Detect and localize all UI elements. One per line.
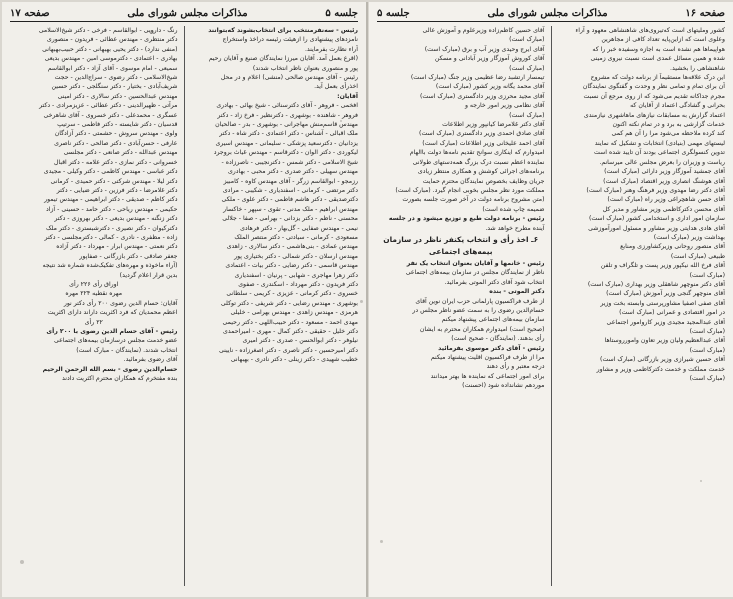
text-line: آقای مجید محرزی وزیر دادگستری (مبارک است)	[419, 92, 545, 100]
text-line: دکتر منتظری - مهندس عطائی - فریدون - منصوری	[46, 36, 178, 44]
text-line: آقای صفی اصفیا مشاورپرستی وابسته بخت وزیر	[600, 299, 725, 307]
text-line: آقای رضوی بفرمائید.	[123, 356, 178, 364]
text-line: بنده مفتخرم که همکاران محترم اکثریت دادند	[62, 375, 178, 383]
text-line: نیمی - مهندس صفایی - گل‌بهار - دکتر فرهادی	[240, 224, 358, 232]
text-line: دکتر زنگنه - مهندس بدیعی - دکتر بهروزی - دکتر	[54, 215, 178, 223]
text-line: آقای حسن شاهچراغی وزیر راه (مبارک است)	[607, 196, 725, 204]
text-line: اخذرأی بعمل آید.	[314, 83, 358, 91]
text-line: مرا از طرف فراکسیون اقلیت پیشنهاد میکنم	[430, 354, 545, 361]
text-line: (صحیح است) امیدوارم همکاران محترم به ایشان	[419, 325, 545, 333]
text-line: آقای حسین کاظم‌زاده وزیرعلوم و آموزش عالی	[422, 27, 545, 34]
text-line: رأی بدهند. (نمایندگان - صحیح است)	[451, 335, 545, 343]
left-page	[2, 2, 366, 597]
text-line: رئیس - آقای دکتر موسوی بفرمائید	[438, 344, 545, 352]
text-line: دکتر غلامرضا - دکتر فرزین - دکتر ضیایی - دکتر	[56, 186, 178, 194]
text-line: رئیس - خانمها و آقایان بعنوان انتخاب یک نفر	[406, 259, 545, 267]
text-line: (آراء ماخوذه و مهره‌های تفکیک‌شده شماره شد نتیجه	[42, 262, 178, 270]
text-line: شده و همین مسائل عمدی است نسبت نیروی زمینی	[590, 55, 725, 63]
column-divider	[551, 26, 552, 586]
text-line: اعتماد گزارش به مسابقات نیازهای ماهاشهری نیازمندی	[583, 111, 725, 119]
text-line: حسام‌الدین رضوی را به سمت عضو ناظر مجلس در	[412, 306, 545, 314]
text-line: آقای کوروش آموزگار وزیر آبادانی و مسکن	[434, 55, 545, 63]
text-line: (منفی ندارد) - دکتر یحیی بهبهانی - دکتر حبیب‌بهبهانی	[42, 45, 178, 53]
text-line: (مبارک است)	[509, 36, 545, 44]
text-line: برای امور اجتماعی که نماینده ها بهتر میدانند	[430, 372, 545, 380]
text-line: آقای منوچهر گنجی وزیر آموزش (مبارک است)	[606, 290, 725, 298]
text-line: نامزدهای پیشنهادی را ازهیئت رئیسه دراخذ واستخراج	[222, 36, 358, 44]
text-line: دکترصدیقی - دکتر هاشم فاطمی - دکتر علوی - ملکی	[221, 196, 358, 204]
text-line: مجرم جداکانه تقدیم می‌شود که از روی مرجع آن نسبت	[583, 92, 725, 100]
text-line: آقای فرخ الله نیکپور وزیر پست و تلگراف و تلفن	[600, 262, 725, 270]
text-line: بوشهری - مهندس رضایی - دکتر شریفی - دکتر توکلی	[220, 299, 358, 307]
text-line: رئیس - آقای حسام الدین رضوی با ۲۰۰ رأی	[46, 328, 178, 335]
text-line: محسنی - ناظم - دکتر یزدانی - بهرامی - صفا - جلالی	[222, 215, 358, 223]
text-line: آقای صادق احمدی وزیر دادگستری (مبارک است)	[419, 130, 545, 138]
left-page-header	[10, 8, 358, 22]
text-line: پور و منصوری بعنوان ناظر انتخاب شدند)	[252, 64, 358, 72]
text-line: ولوی - مهندس سروش - حشمتی - دکتر آزادگان	[54, 130, 178, 138]
text-line: بدین قرار اعلام گردید)	[119, 271, 178, 279]
text-line: آقایان: حسام الدین رضوی ۲۰۰ رأی دکتر نور	[63, 299, 178, 307]
text-line: خسروی - دکتر کرمانی - عزیزی - کریمی - سلطانی	[226, 290, 358, 298]
text-line: (مبارک است)	[689, 346, 725, 354]
text-line: خطیب شهیدی - دکتر زینلی - دکتر نادری - بهبهانی	[230, 356, 358, 364]
text-line: عسگری - محمدعلی - دکتر خسروی - آقای شاهرخی	[43, 111, 178, 119]
scan-speck	[20, 560, 24, 564]
text-line: طبیعی (مبارک است)	[670, 252, 725, 260]
text-line: برنامه‌های اجرائی کوشش و همکاری منتظر زیادی	[417, 168, 545, 176]
text-line: (مبارک است)	[509, 64, 545, 72]
text-line: نماینده اعظم نسبت درک بزرگ همه‌دستهای طولانی	[412, 158, 545, 166]
text-line: خسروانی - دکتر نمازی - دکتر علامه - دکتر اقبال	[53, 158, 178, 166]
scan-speck	[340, 120, 342, 122]
text-line: از طرف فراکسیون پارلمانی حزب ایران نوین آقای	[415, 297, 545, 305]
text-line: آقای جمشید آموزگار وزیر دارائی (مبارک است)	[604, 168, 725, 176]
text-line: انتخاب شدند. (نمایندگان - مبارک است)	[76, 346, 178, 354]
text-line: رزمجو - ابوالقاسم زرگر - آقای مهندس کاوه - کامبیز	[223, 177, 358, 185]
text-line: جعفر صادقی - دکتر بازرگانی - صفاپور	[79, 252, 178, 260]
text-line: حسام‌الدین رضوی - بسم الله الرحمن الرحیم	[42, 365, 178, 373]
text-line: مهندس عبدالحسین - دکتر سالاری - دکتر امینی	[57, 92, 178, 100]
text-line: ملک اقبالی - آشناس - دکتر اعتمادی - دکتر شاه - دکتر	[219, 130, 358, 138]
text-line: بهداشت وزیر (مبارک است)	[653, 233, 725, 241]
text-line: اعظم محمدیان که فرد اکثریت دار‌اند دارای اکثریت	[47, 309, 178, 317]
text-line: زاده - مظفری - نادری - کمالی - دکترمجلسی - دکتر	[44, 233, 178, 241]
text-line: شیخ الاسلامی - دکتر شمس - دکترنجیبی - ناصرزاده -	[221, 158, 358, 166]
text-line: آقای هادی هدایتی وزیر مشاور و مسئول امورآموزشی	[588, 224, 725, 232]
text-line: مهندس عبدالله - دکتر صانعی - دکتر مجلسی	[63, 149, 178, 157]
text-line: دکترکیوان - دکتر نصیری - دکترشبستری - دکتر ملک	[46, 224, 178, 232]
text-line: آقای عبدالمجید مجیدی وزیر کاروامور اجتماعی	[606, 318, 725, 326]
text-line: آقای منصور روحانی وزیرکشاورزی ومنابع	[620, 243, 725, 251]
text-line: خدمات گزارشی به برد و در تمام نکته اکنون	[612, 121, 725, 129]
text-line: در امور اقتصادی و عمرانی (مبارک است)	[619, 309, 725, 317]
text-line: دکتر نعمتی - مهندس ابرار - مهرداد - دکتر آزاده	[56, 243, 178, 251]
text-line: رئیس - آقای مهندس صالحی (منشی) اعلام و در محل	[220, 74, 358, 82]
text-line: آقای دکتر رضا مهدوی وزیر فرهنگ وهنر (مبارک است)	[586, 186, 725, 194]
text-line: مهندس سهیلی - دکتر صدری - دکتر محبی - بهادری	[227, 168, 358, 176]
text-line: رئیس - سه‌نفرمنتخب برای انتخاب‌بشوند که‌بتوانند	[208, 27, 358, 34]
text-line: کشور وملیتهای است که‌تیروی‌های شاهنشاهی معهود و آراء	[575, 27, 725, 34]
text-line: آقای حسین شیرازی وزیر بازرگانی (مبارک است)	[600, 356, 725, 364]
text-line: تدوین کنسولگری اجتماعی بودند آن تایید شده است	[594, 149, 725, 157]
text-line: حکیمی - مهندس ریاحی - دکتر حامد - حسینی - آزاد	[45, 205, 178, 213]
scan-speck	[700, 480, 702, 482]
text-line: (اقرع بعمل آمد. آقایان میرزا نمایندگان صنیع و آقایان رحیم	[208, 55, 358, 63]
text-line: دکتر امیرحسین - دکتر ناصری - دکتر اصغرزاده - نایینی	[219, 346, 358, 354]
right-page-column-left	[377, 26, 545, 586]
text-line: آقای محسن دکترکاظمی وزیر مشاور و مدیر کل	[602, 205, 725, 213]
text-line: دکتر الموتی - بنده	[489, 288, 545, 296]
text-line: هواپیماها هم نشده است به اجازه وسفیده خبر را که	[592, 45, 725, 53]
text-line: (مبارک است)	[689, 375, 725, 383]
text-line: کند کرده ملاحظه می‌شود مرا را آن هم کمی	[611, 130, 725, 138]
text-line: آقای عبدالعظیم ولیان وزیر تعاون وامورروستاها	[604, 337, 725, 345]
right-page-title: مذاکرات مجلس شورای ملی	[487, 8, 608, 19]
text-line: (متن مشروح برنامه دولت در آخر صورت جلسه بصورت	[402, 196, 545, 204]
scan-speck	[360, 300, 363, 303]
text-line: مهندس قاسم‌منش مهاجرانی - بوشهری - بدر - صالحیان	[215, 121, 358, 129]
text-line: مهدی احمد - مسعود - دکتر حبیب‌اللهی - دکتر رحیمی	[222, 318, 358, 326]
column-divider	[184, 26, 185, 586]
text-line: مهندس ارسلان - دکتر شمالی - دکتر بختیاری پور	[234, 252, 358, 260]
text-line: مهندس عمادی - بنی‌هاشمی - دکتر سالاری - زاهدی	[226, 243, 358, 251]
text-line: سمیعی - امام موسوی - آقای آزاد - دکتر ابوالقاسم	[47, 64, 178, 72]
text-line: افخمی - فروهر - آقای دکترسنائی - شیخ بهائی - بهادری	[216, 102, 358, 110]
text-line: موردهم نشانداده شود (احسنت)	[462, 382, 545, 390]
text-line: این درک علاقه‌ها مستقیماً از برنامه دولت که مشروح	[590, 74, 725, 82]
scan-speck	[150, 30, 154, 34]
text-line: بهادری - اعتمادی - دکترموسی امین - مهندس بدیعی	[44, 55, 178, 63]
text-line: دکتر فریدون - دکتر مهرداد - اسکندری - صفوی	[238, 280, 358, 288]
text-line: آن برای تمام و تمامی نظر و وحدت و گفتگوی نمایندگان	[582, 83, 725, 91]
text-line: اوراق رأی ۲۲۶ رأی	[69, 280, 119, 288]
text-line: درجه معتبر و رأی دهند	[486, 363, 545, 371]
text-line: یزدانیان - دکترسعید پزشکی - سلیمانی - مهندس اسیری	[215, 139, 358, 147]
text-line: انتخاب شود آقای دکتر الموتی بفرمائید.	[444, 278, 545, 286]
text-line: جریان وظایف بخصوص نمایندگان محترم حمایت	[422, 177, 545, 185]
left-page-session: جلسه ۵	[325, 8, 358, 19]
text-line: لیکوردی - دکتر الوان - دکترقاسم - مهندس غیاث بروجرد	[213, 149, 358, 157]
text-line: شاهنشاهی را بخشید.	[670, 64, 725, 72]
left-page-title: مذاکرات مجلس شورای ملی	[127, 8, 248, 19]
text-line: دکتر خلیل - حقیقی - دکتر کمال - مهری - امیراحمدی	[223, 328, 358, 335]
text-line: نیلوفر - دکتر ابوالحسن - صدری - دکتر امیری	[242, 337, 358, 345]
page-gutter	[366, 2, 368, 597]
text-line: (مبارک است)	[689, 328, 725, 335]
right-page-header	[377, 8, 725, 22]
text-line: فروهر - شاهنده - بوشهری - دکترنظیر - فرخ زاد - دکتر	[217, 111, 358, 119]
text-line: مهندس ابراهیم - ملک مدنی - تقوی - سپهر - خاکسار	[223, 205, 358, 213]
text-line: ۲۲ رأی	[84, 318, 103, 326]
text-line: عارفی - حسن‌آبادی - دکتر صالحی - دکتر ناصری	[54, 139, 178, 147]
text-line: خدمت مملکت و خدمت دکترکاظمی وزیر و مشاور	[596, 365, 725, 373]
text-line: هرمزی - مهندس زاهدی - مهندس بهرامی - خلیلی	[230, 309, 358, 317]
text-line: ناظر از نمایندگان مجلس در سازمان بیمه‌های اجتماعی	[405, 269, 545, 277]
text-line: آقای محمد یگانه وزیر کشور (مبارک است)	[435, 83, 545, 91]
text-line: امیدوارم که اینکاری سوانح تقدیم نامه‌ها دولت باالهام	[409, 149, 545, 157]
text-line: آقای هوشنگ انصاری وزیر اقتصاد (مبارک است)	[603, 177, 725, 185]
text-line: مهندس قاسمی - دکتر رضایی - دکتر بیات - اعتمادی	[225, 262, 358, 270]
text-line: مملکت مورد نظر مجلس بخوبی انجام گیرد. (مبارک است)	[395, 186, 545, 194]
text-line: آقای ایرج وحیدی وزیر آب و برق (مبارک است)	[424, 45, 545, 53]
text-line: وعلوی است که ازاین‌پایه تعداد کافی از مجاهرین	[601, 36, 725, 44]
text-line: عضو خدمت مجلس درسازمان بیمه‌های اجتماعی	[53, 337, 178, 345]
text-line: آقای دکتر غلامرضا کیانپور وزیر اطلاعات	[442, 121, 545, 129]
text-line: شیخ‌الاسلامی - دکتر رضوی - سراج‌الدین - حجت	[54, 74, 178, 82]
text-line: قدسیان - دکتر شایسته - دکتر فاطمی - سرتیپ	[57, 121, 178, 129]
text-line: آقای دکتر منوچهر شاهقلی وزیر بهداری (مبارک است)	[587, 280, 725, 288]
text-line: آینده مطرح خواهد شد.	[485, 224, 545, 232]
right-page-number: صفحه ۱۶	[685, 8, 725, 19]
text-line: سازمان بیمه‌های اجتماعی پیشنهاد میکنم	[441, 316, 545, 324]
right-page-column-right	[558, 26, 726, 586]
text-line: لیستهای مهمی (بنیادی) انتخابات و تشکیل که نمایند	[594, 139, 725, 147]
text-line: مهره نقطیه ۲۲۴ مهره	[65, 290, 123, 298]
text-line: شریف‌آبادی - بختیار - دکتر سنگلجی - دکتر حسین	[51, 83, 178, 91]
text-line: آقای احمد علیخانی وزیر اطلاعات (مبارک است)	[422, 139, 545, 147]
right-page	[369, 2, 733, 597]
text-line: مسعودی - کرمانی - سیادتی - دکتر منتصر الملک	[234, 233, 358, 241]
text-line: ریاست و وزیران را بعرض مجلس عالی میرسانم.	[599, 158, 725, 166]
scan-speck	[380, 540, 383, 543]
section-heading: بیمه‌های اجتماعی	[428, 246, 493, 256]
text-line: آراء نظارت بفرمایند.	[304, 45, 358, 53]
text-line: دکتر مرتضی - کرمانی - اسفندیاری - شکیبی - مرادی	[222, 186, 358, 194]
right-page-session: جلسه ۵	[377, 8, 410, 19]
text-line: آقایان:	[337, 92, 358, 100]
left-page-column-left	[10, 26, 178, 586]
text-line: آقای نظامی وزیر امور خارجه و	[464, 102, 545, 110]
text-line: (مبارک است)	[509, 111, 545, 119]
text-line: دکتر زهرا مهاجری - شهابی - پرنیان - اسفندیاری	[234, 271, 358, 279]
text-line: سازمان امور اداری و استخدامی کشور (مبارک است)	[588, 215, 725, 223]
text-line: مرآتی - ظهیرالدینی - دکتر عطائی - عزیزمرادی - دکتر	[39, 102, 178, 110]
text-line: دکتر کاظم - صدیقی - دکتر ابراهیمی - مهندس تیمور	[44, 196, 178, 204]
text-line: تیمسار ارتشبد رضا عظیمی وزیر جنگ (مبارک است)	[410, 74, 545, 82]
text-line: بحرانی و گشادگی اعتماد از آقایان که	[630, 102, 725, 110]
left-page-column-right	[191, 26, 359, 586]
section-heading: ۶ـ اخذ رأی و انتخاب یکنفر ناظر در سازمان	[383, 234, 539, 244]
text-line: دکتر عباسی - مهندس کاظمی - دکتر وکیلی - مجیدی	[43, 168, 178, 176]
text-line: دکتر لیلا - مهندس شرکتی - دکتر حمیدی - کرمانی	[50, 177, 178, 185]
text-line: رنگ - دارویی - ابوالقاسم - فرخی - دکتر شیخ‌الاسلامی	[38, 27, 178, 34]
text-line: ضمیمه چاپ شده است)	[482, 205, 545, 213]
left-page-number: صفحه ۱۷	[10, 8, 50, 19]
text-line: رئیس - برنامه دولت طبع و توزیع میشود و در جلسه	[388, 215, 545, 223]
text-line: (مبارک است)	[689, 271, 725, 279]
